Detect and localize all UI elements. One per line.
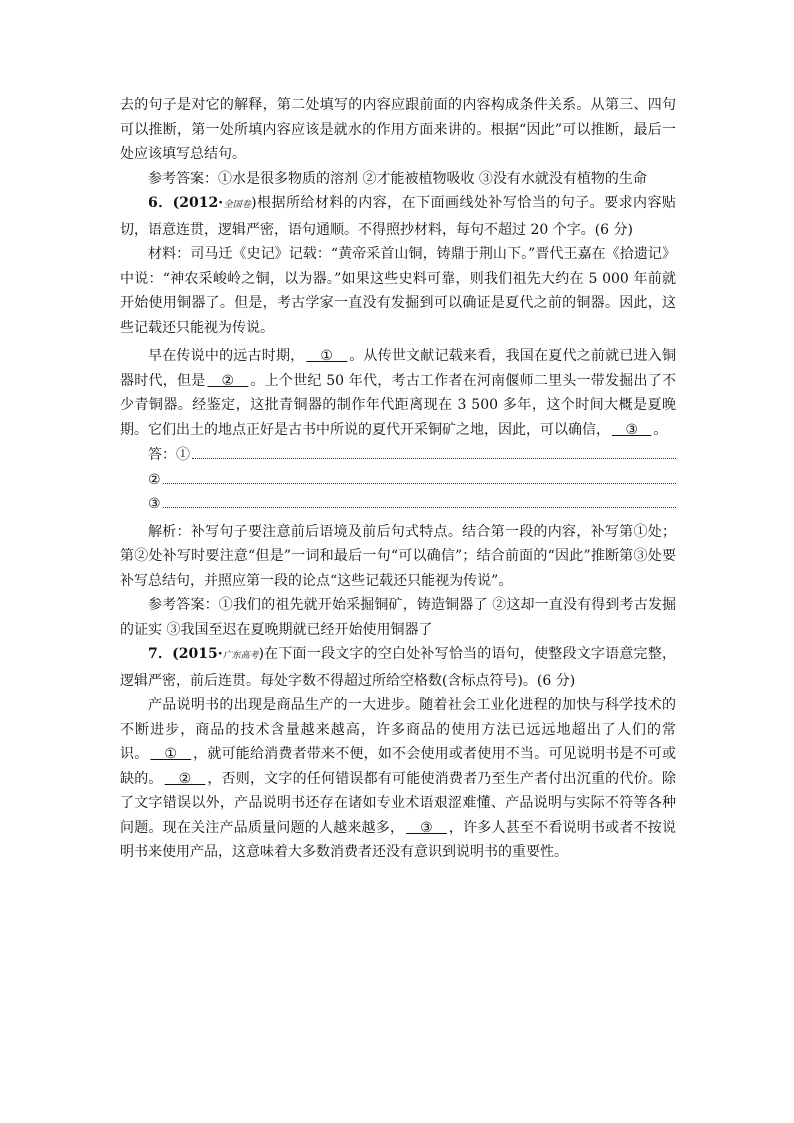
q7-passage-part-3: ，否则，文字的任何错误都有可能使消费者乃至生产者付出沉重的代价。除了文字错误以外，产品说明书还存在诸如专业术语艰涩难懂、产品说明与实际不符等各种问题。现在关注产品质量问题的人越来越多， xyxy=(120,770,676,836)
q7-blank-1[interactable]: ① xyxy=(150,746,192,762)
q7-passage-part-4: ，许多人甚至不看说明书或者不按说明书来使用产品，这意味着大多数消费者还没有意识到说明书的重要性。 xyxy=(120,819,677,860)
answer-dotted-line xyxy=(192,444,676,459)
answer-line-label: ③ xyxy=(148,496,161,512)
intro-paragraph: 去的句子是对它的解释，第二处填写的内容应跟前面的内容构成条件关系。从第三、四句可以推断，第一处所填内容应该是就水的作用方面来讲的。根据“因此”可以推断，最后一处应该填写总结句。 xyxy=(120,97,676,162)
q6-material: 材料：司马迁《史记》记载：“黄帝采首山铜，铸鼎于荆山下。”晋代王嘉在《拾遗记》中说：“神农采峻岭之铜，以为器。”如果这些史料可靠，则我们祖先大约在 5 000 年前就开始使用铜器了。但是，考古学家一直没有发掘到可以确证是夏代之前的铜器。因此，这些记载还只能视为传说。 xyxy=(120,246,676,336)
q5-reference-answer: 参考答案：①水是很多物质的溶剂 ②才能被植物吸收 ③没有水就没有植物的生命 xyxy=(148,170,647,187)
q6-stem-text: )根据所给材料的内容，在下面画线处补写恰当的句子。要求内容贴切，语意连贯，逻辑严密，语句通顺。不得照抄材料，每句不超过 20 个字。(6 分) xyxy=(120,195,676,238)
q6-answer-line-2[interactable] xyxy=(120,468,676,493)
q6-blank-1[interactable]: ① xyxy=(306,348,348,364)
q6-number: 6．(2012· xyxy=(148,195,224,211)
answer-line-label: ② xyxy=(148,471,161,488)
answer-line-label: 答：① xyxy=(148,447,190,463)
q6-reference-answer: 参考答案：①我们的祖先就开始采掘铜矿，铸造铜器了 ②这却一直没有得到考古发掘的证实 ③我国至迟在夏晚期就已经开始使用铜器了 xyxy=(120,597,676,638)
q6-source: 全国卷 xyxy=(223,200,252,210)
q7-passage xyxy=(120,693,676,865)
q6-blank-3[interactable]: ③ xyxy=(612,421,652,438)
answer-dotted-line xyxy=(163,493,676,508)
document-page xyxy=(120,93,676,865)
q6-answer-line-1[interactable] xyxy=(120,443,676,468)
q6-answer-line-3[interactable] xyxy=(120,492,676,517)
q6-blank-2[interactable]: ② xyxy=(207,372,249,389)
q7-source: 广东高考 xyxy=(222,651,259,661)
q7-number: 7．(2015· xyxy=(148,646,223,662)
q6-passage xyxy=(120,344,676,442)
q7-stem-text: )在下面一段文字的空白处补写恰当的语句，使整段文字语意完整，逻辑严密，前后连贯。每处字数不得超过所给空格数(含标点符号)。(6 分) xyxy=(120,646,676,689)
q7-passage-part-1: 产品说明书的出现是商品生产的一大进步。随着社会工业化进程的加快与科学技术的不断进步，商品的技术含量越来越高，许多商品的使用方法已远远地超出了人们的常识。 xyxy=(120,697,676,762)
q6-analysis: 解析：补写句子要注意前后语境及前后句式特点。结合第一段的内容，补写第①处；第②处补写时要注意“但是”一词和最后一句“可以确信”；结合前面的“因此”推断第③处要补写总结句，并照应第一段的论点“这些记载还只能视为传说”。 xyxy=(120,523,676,589)
answer-dotted-line xyxy=(163,469,676,484)
q7-passage-part-2: ，就可能给消费者带来不便，如不会使用或者使用不当。可见说明书是不可或缺的。 xyxy=(120,746,677,787)
q7-stem xyxy=(120,642,676,693)
q7-blank-3[interactable]: ③ xyxy=(406,819,447,836)
q6-passage-part-4: 。 xyxy=(653,421,668,438)
q7-blank-2[interactable]: ② xyxy=(164,770,206,787)
q6-passage-part-1: 早在传说中的远古时期， xyxy=(148,348,305,364)
q6-passage-part-2: 。从传世文献记载来看，我国在夏代之前就已进入铜器时代，但是 xyxy=(120,348,676,389)
q6-stem xyxy=(120,191,676,242)
q6-passage-part-3: 。上个世纪 50 年代，考古工作者在河南偃师二里头一带发掘出了不少青铜器。经鉴定，这批青铜器的制作年代距离现在 3 500 多年，这个时间大概是夏晚期。它们出土的地点正好是古书中所说的夏代开采铜矿之地，因此，可以确信， xyxy=(120,372,676,438)
